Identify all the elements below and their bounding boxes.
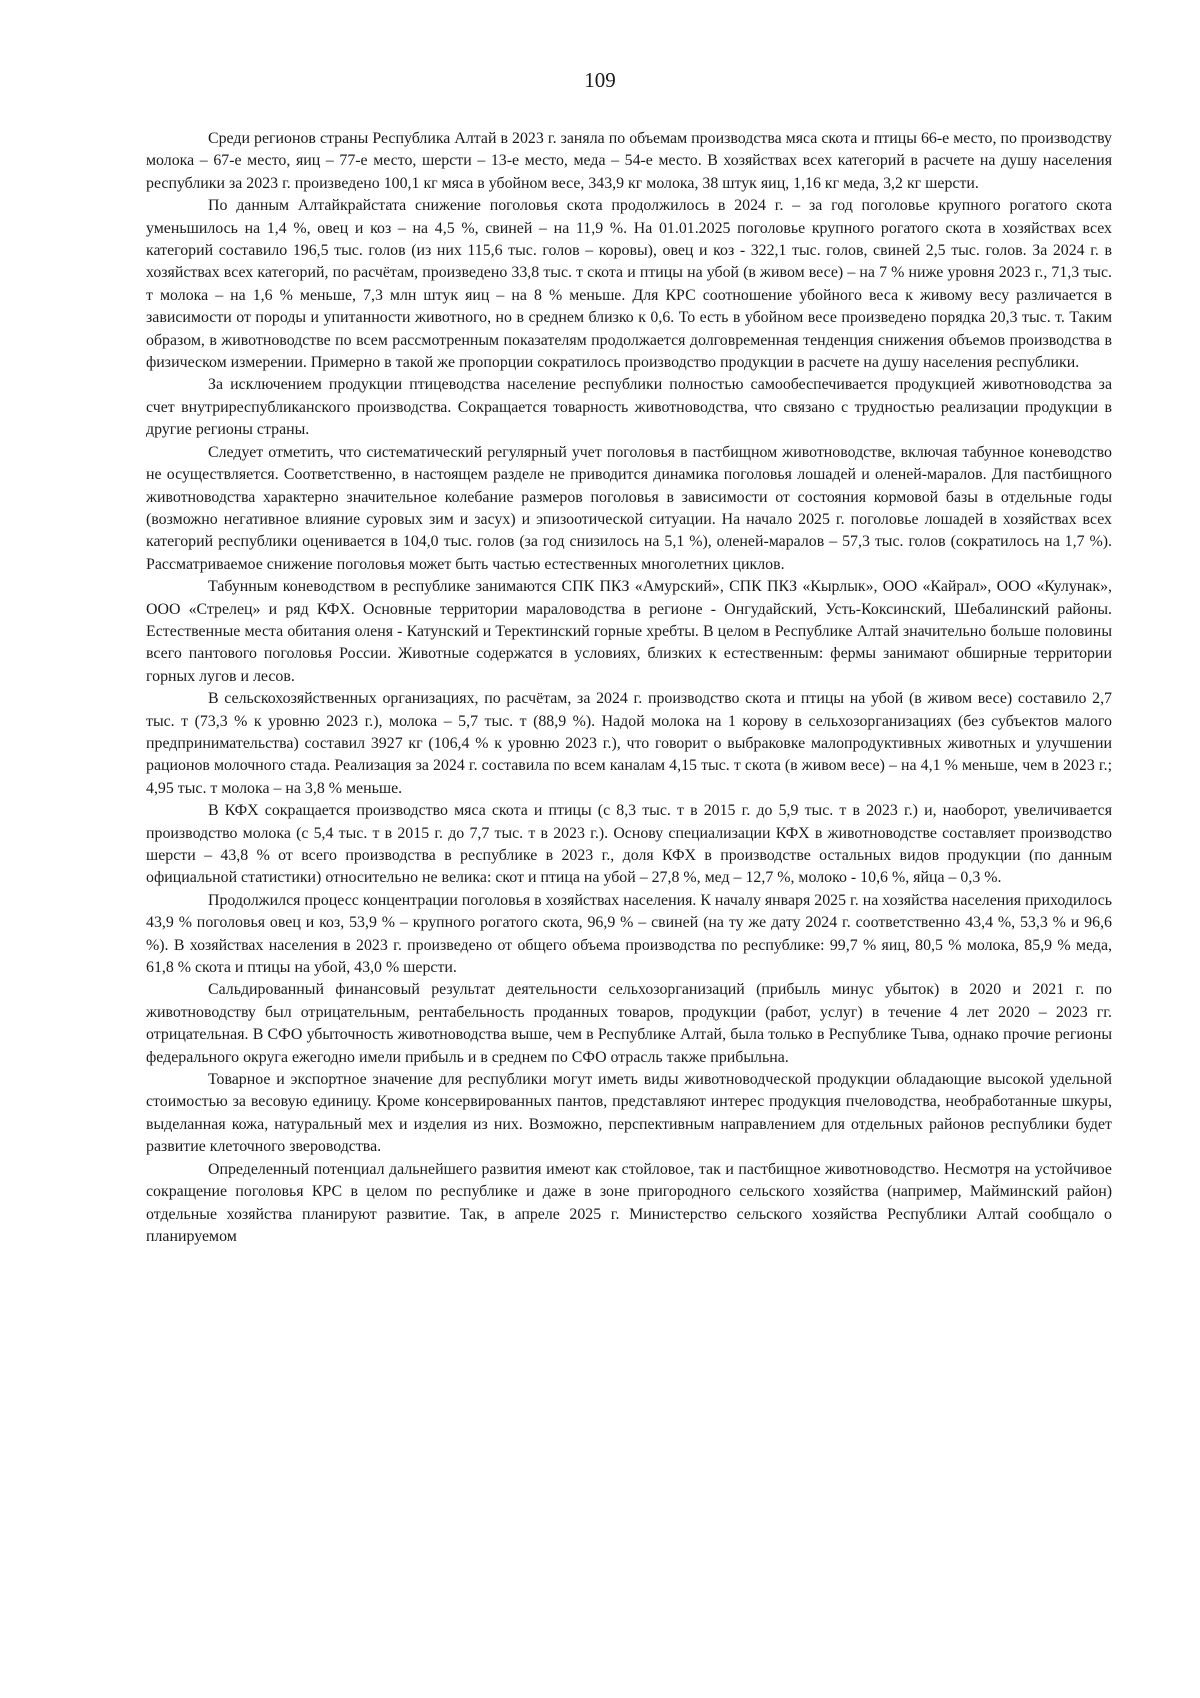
paragraph-horse-breeding: Табунным коневодством в республике занимаются СПК ПКЗ «Амурский», СПК ПКЗ «Кырлык», ООО «Кайрал», ООО «Кулунак», ООО «Стрелец» и ряд КФХ. Основные территории мараловодства в регионе - Онгудайский, Усть-Коксинский, Шебалинский районы. Естественные места обитания оленя - Катунский и Теректинский горные хребты. В целом в Республике Алтай значительно больше половины всего пантового поголовья России. Животные содержатся в условиях, близких к естественным: фермы занимают обширные территории горных лугов и лесов. <box>146 578 1112 685</box>
paragraph-development-potential: Определенный потенциал дальнейшего развития имеют как стойловое, так и пастбищное животноводство. Несмотря на устойчивое сокращение поголовья КРС в целом по республике и даже в зоне пригородного сельского хозяйства (например, Майминский район) отдельные хозяйства планируют развитие. Так, в апреле 2025 г. Министерство сельского хозяйства Республики Алтай сообщало о планируемом <box>146 1160 1112 1245</box>
paragraph-pasture-livestock: Следует отметить, что систематический регулярный учет поголовья в пастбищном животноводстве, включая табунное коневодство не осуществляется. Соответственно, в настоящем разделе не приводится динамика поголовья лошадей и оленей-маралов. Для пастбищного животноводства характерно значительное колебание размеров поголовья в зависимости от состояния кормовой базы в отдельные годы (возможно негативное влияние суровых зим и засух) и эпизоотической ситуации. На начало 2025 г. поголовье лошадей в хозяйствах всех категорий республики оценивается в 104,0 тыс. голов (за год снизилось на 5,1 %), оленей-маралов – 57,3 тыс. голов (сократилось на 1,7 %). Рассматриваемое снижение поголовья может быть частью естественных многолетних циклов. <box>146 443 1112 573</box>
paragraph-region-ranking: Среди регионов страны Республика Алтай в 2023 г. заняла по объемам производства мяса скота и птицы 66-е место, по производству молока – 67-е место, яиц – 77-е место, шерсти – 13-е место, меда – 54-е место. В хозяйствах всех категорий в расчете на душу населения республики за 2023 г. произведено 100,1 кг мяса в убойном весе, 343,9 кг молока, 38 штук яиц, 1,16 кг меда, 3,2 кг шерсти. <box>146 130 1112 192</box>
paragraph-financial-result: Сальдированный финансовый результат деятельности сельхозорганизаций (прибыль минус убыток) в 2020 и 2021 г. по животноводству был отрицательным, рентабельность проданных товаров, продукции (работ, услуг) в течение 4 лет 2020 – 2023 гг. отрицательная. В СФО убыточность животноводства выше, чем в Республике Алтай, была только в Республике Тыва, однако прочие регионы федерального округа ежегодно имели прибыль и в среднем по СФО отрасль также прибыльна. <box>146 981 1112 1066</box>
paragraph-agricultural-organizations: В сельскохозяйственных организациях, по расчётам, за 2024 г. производство скота и птицы на убой (в живом весе) составило 2,7 тыс. т (73,3 % к уровню 2023 г.), молока – 5,7 тыс. т (88,9 %). Надой молока на 1 корову в сельхозорганизациях (без субъектов малого предпринимательства) составил 3927 кг (106,4 % к уровню 2023 г.), что говорит о выбраковке малопродуктивных животных и улучшении рационов молочного стада. Реализация за 2024 г. составила по всем каналам 4,15 тыс. т скота (в живом весе) – на 4,1 % меньше, чем в 2023 г.; 4,95 тыс. т молока – на 3,8 % меньше. <box>146 690 1112 797</box>
paragraph-household-concentration: Продолжился процесс концентрации поголовья в хозяйствах населения. К началу января 2025 г. на хозяйства населения приходилось 43,9 % поголовья овец и коз, 53,9 % – крупного рогатого скота, 96,9 % – свиней (на ту же дату 2024 г. соответственно 43,4 %, 53,3 % и 96,6 %). В хозяйствах населения в 2023 г. произведено от общего объема производства по республике: 99,7 % яиц, 80,5 % молока, 85,9 % меда, 61,8 % скота и птицы на убой, 43,0 % шерсти. <box>146 891 1112 977</box>
paragraph-livestock-decline: По данным Алтайкрайстата снижение поголовья скота продолжилось в 2024 г. – за год поголовье крупного рогатого скота уменьшилось на 1,4 %, овец и коз – на 4,5 %, свиней – на 11,9 %. На 01.01.2025 поголовье крупного рогатого скота в хозяйствах всех категорий составило 196,5 тыс. голов (из них 115,6 тыс. голов – коровы), овец и коз - 322,1 тыс. голов, свиней 2,5 тыс. голов. За 2024 г. в хозяйствах всех категорий, по расчётам, произведено 33,8 тыс. т скота и птицы на убой (в живом весе) – на 7 % ниже уровня 2023 г., 71,3 тыс. т молока – на 1,6 % меньше, 7,3 млн штук яиц – на 8 % меньше. Для КРС соотношение убойного веса к живому весу различается в зависимости от породы и упитанности животного, но в среднем близко к 0,6. То есть в убойном весе произведено порядка 20,3 тыс. т. Таким образом, в животноводстве по всем рассмотренным показателям продолжается долговременная тенденция снижения объемов производства в физическом измерении. Примерно в такой же пропорции сократилось производство продукции в расчете на душу населения республики. <box>146 197 1112 372</box>
paragraph-self-sufficiency: За исключением продукции птицеводства население республики полностью самообеспечивается продукцией животноводства за счет внутриреспубликанского производства. Сокращается товарность животноводства, что связано с трудностью реализации продукции в другие регионы страны. <box>146 376 1112 439</box>
paragraph-peasant-farms: В КФХ сокращается производство мяса скота и птицы (с 8,3 тыс. т в 2015 г. до 5,9 тыс. т в 2023 г.) и, наоборот, увеличивается производство молока (с 5,4 тыс. т в 2015 г. до 7,7 тыс. т в 2023 г.). Основу специализации КФХ в животноводстве составляет производство шерсти – 43,8 % от всего производства в республике в 2023 г., доля КФХ в производстве остальных видов продукции (по данным официальной статистики) относительно не велика: скот и птица на убой – 27,8 %, мед – 12,7 %, молоко - 10,6 %, яйца – 0,3 %. <box>146 802 1112 887</box>
paragraph-export-value: Товарное и экспортное значение для республики могут иметь виды животноводческой продукции обладающие высокой удельной стоимостью за весовую единицу. Кроме консервированных пантов, представляют интерес продукция пчеловодства, необработанные шкуры, выделанная кожа, натуральный мех и изделия из них. Возможно, перспективным направлением для отдельных районов республики будет развитие клеточного звероводства. <box>146 1071 1112 1156</box>
document-body <box>146 128 1112 1248</box>
page-number: 109 <box>584 68 616 92</box>
